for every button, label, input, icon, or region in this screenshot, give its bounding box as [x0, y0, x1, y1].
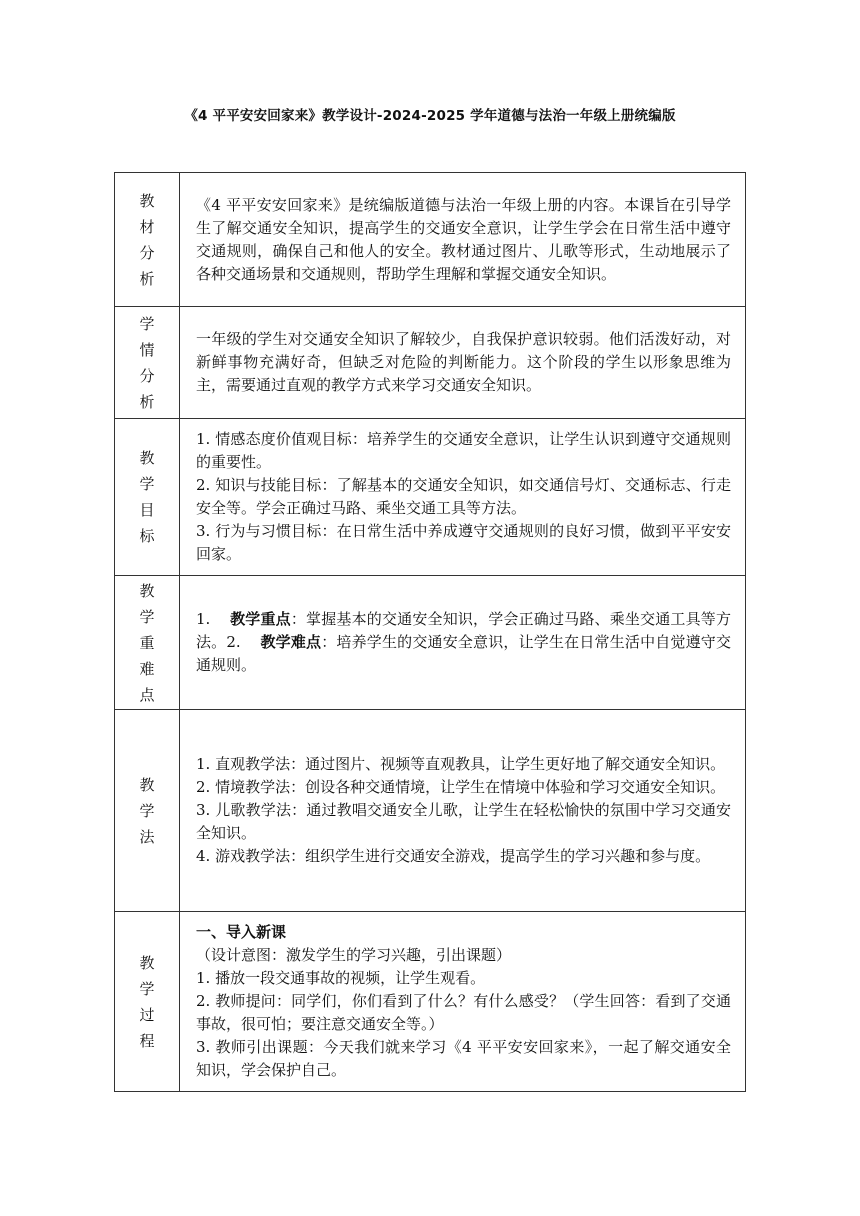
paragraph: 《4 平平安安回家来》是统编版道德与法治一年级上册的内容。本课旨在引导学生了解交通安全知识，提高学生的交通安全意识，让学生学会在日常生活中遵守交通规则，确保自己和他人的安全。教材通过图片、儿歌等形式，生动地展示了各种交通场景和交通规则，帮助学生理解和掌握交通安全知识。 — [196, 195, 731, 283]
row-content-teaching-process — [180, 912, 746, 1092]
list-item: 3. 儿歌教学法：通过教唱交通安全儿歌，让学生在轻松愉快的氛围中学习交通安全知识。 — [196, 801, 731, 842]
row-label-teaching-process: 教 学 过 程 — [115, 912, 180, 1092]
document-title: 《4 平平安安回家来》教学设计-2024-2025 学年道德与法治一年级上册统编版 — [184, 108, 676, 124]
row-content-teaching-goals — [180, 419, 746, 576]
list-item: 2. 情境教学法：创设各种交通情境，让学生在情境中体验和学习交通安全知识。 — [196, 778, 726, 796]
row-content-key-points — [180, 576, 746, 710]
table-row-teaching-methods — [115, 710, 746, 912]
difficult-point-heading: 教学难点 — [260, 633, 322, 651]
table-row-student-analysis — [115, 307, 746, 419]
row-content-teaching-methods — [180, 710, 746, 912]
list-item: 2. 知识与技能目标：了解基本的交通安全知识，如交通信号灯、交通标志、行走安全等。学会正确过马路、乘坐交通工具等方法。 — [196, 476, 731, 517]
row-label-teaching-goals: 教 学 目 标 — [115, 419, 180, 576]
list-item: 1. 情感态度价值观目标：培养学生的交通安全意识，让学生认识到遵守交通规则的重要性。 — [196, 430, 731, 471]
key-point-heading: 教学重点 — [230, 610, 291, 628]
list-item: 3. 行为与习惯目标：在日常生活中养成遵守交通规则的良好习惯，做到平平安安回家。 — [196, 522, 731, 563]
row-content-textbook-analysis — [180, 173, 746, 307]
key-points-paragraph: 1. 教学重点：掌握基本的交通安全知识，学会正确过马路、乘坐交通工具等方法。2. 教学难点：培养学生的交通安全意识，让学生在日常生活中自觉遵守交通规则。 — [196, 610, 731, 674]
paragraph: （设计意图：激发学生的学习兴趣，引出课题） — [196, 946, 512, 964]
row-content-student-analysis — [180, 307, 746, 419]
paragraph: 一年级的学生对交通安全知识了解较少，自我保护意识较弱。他们活泼好动，对新鲜事物充满好奇，但缺乏对危险的判断能力。这个阶段的学生以形象思维为主，需要通过直观的教学方式来学习交通安全知识。 — [196, 330, 731, 394]
list-item: 1. 直观教学法：通过图片、视频等直观教具，让学生更好地了解交通安全知识。 — [196, 755, 726, 773]
row-label-teaching-methods: 教 学 法 — [115, 710, 180, 912]
list-item: 2. 教师提问：同学们，你们看到了什么？有什么感受？（学生回答：看到了交通事故，很可怕；要注意交通安全等。） — [196, 992, 731, 1033]
list-item: 1. 播放一段交通事故的视频，让学生观看。 — [196, 969, 486, 987]
list-item: 4. 游戏教学法：组织学生进行交通安全游戏，提高学生的学习兴趣和参与度。 — [196, 847, 711, 865]
list-item: 3. 教师引出课题：今天我们就来学习《4 平平安安回家来》，一起了解交通安全知识，学会保护自己。 — [196, 1038, 731, 1079]
row-label-student-analysis: 学 情 分 析 — [115, 307, 180, 419]
table-row-teaching-goals — [115, 419, 746, 576]
section-heading: 一、导入新课 — [196, 923, 287, 941]
row-label-key-points: 教 学 重 难 点 — [115, 576, 180, 710]
row-label-textbook-analysis: 教 材 分 析 — [115, 173, 180, 307]
lesson-plan-table — [114, 172, 746, 1092]
table-row-textbook-analysis — [115, 173, 746, 307]
table-row-teaching-process — [115, 912, 746, 1092]
table-row-key-points — [115, 576, 746, 710]
